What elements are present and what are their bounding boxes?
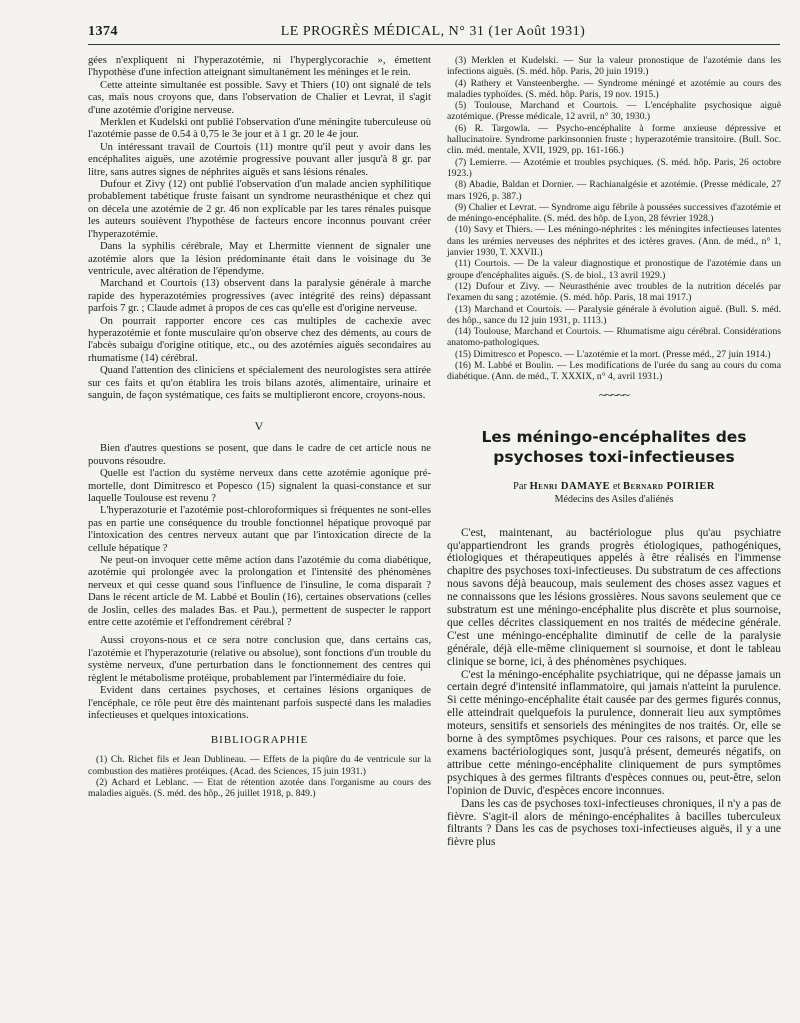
bibliography-entry: (3) Merklen et Kudelski. — Sur la valeur pronostique de l'azotémie dans les infections aiguës. (S. méd. hôp. Paris, 20 juin 1919.) (447, 55, 781, 78)
paragraph: C'est, maintenant, au bactériologue plus qu'au psychiatre qu'appartiendront les grands progrès étiologiques, pathogéniques, étiologiques et thérapeutiques appelés à être réalisés en l'immense chapitre des psychoses toxi-infectieuses. Du substratum de ces affections nous savons déjà beaucoup, mais seulement des choses assez vagues et ne connaissons que les lésions grossières. Nous savons seulement que ce substratum est une méningo-encéphalite plus discrète et plus sournoise, que celles décrites classiquement en nos traités de médecine générale. C'est une méningo-encéphalite diminutif de celle de la paralysie générale, déjà elle-même cliniquement si sournoise, et dont le tableau clinique se borne, ici, à des phénomènes psychiques. (447, 526, 781, 668)
journal-title: LE PROGRÈS MÉDICAL, N° 31 (1er Août 1931) (280, 24, 586, 39)
paragraph: Aussi croyons-nous et ce sera notre conclusion que, dans certains cas, l'azotémie et l'hyperazoturie (relative ou absolue), sont fonctions d'un trouble du système nerveux, d'une perturbation dans le fonctionnement des centres qui règlent le métabolisme protéique, probablement par l'intermédiaire du foie. (88, 635, 431, 684)
bibliography-entry: (1) Ch. Richet fils et Jean Dublineau. — Effets de la piqûre du 4e ventricule sur la combustion des matières protéiques. (Acad. des Sciences, 15 juin 1931.) (88, 754, 431, 777)
byline-prefix: Par (512, 480, 527, 492)
paragraph: Ne peut-on invoquer cette même action dans l'azotémie du coma diabétique, azotémie qui prolongée avec la prolongation et l'intensité des phénomènes nerveux et qui cesse quand sous l'influence de l'insuline, le coma disparaît ? Dans le récent article de M. Labbé et Boulin (16), certaines observations (celles de Joslin, celles des malades Bas. et Pau.), permettent de suspecter le rapport entre cette azotémie et l'effondrement cérébral ? (88, 555, 431, 629)
paragraph: Evident dans certaines psychoses, et certaines lésions organiques de l'encéphale, ce rôle peut être dès maintenant parfois suspecté dans les maladies infectieuses et quelques intoxications. (88, 685, 431, 721)
page-number: 1374 (88, 24, 118, 39)
section-numeral: V (254, 419, 265, 434)
paragraph: On pourrait rapporter encore ces cas multiples de cachexie avec hyperazotémie et fonte musculaire qu'on observe chez des déments, au cours de l'abcès subaigu d'origine otitique, etc., ou des azotémies aiguës secondaires au rhumatisme (14) cérébral. (88, 315, 431, 364)
bibliography-heading: BIBLIOGRAPHIE (210, 734, 309, 747)
paragraph: Quand l'attention des cliniciens et spécialement des neurologistes sera attirée sur ces faits et qu'on établira les trois bilans azotés, alimentaire, urinaire et sanguin, de façon systématique, ces faits se multiplieront encore, croyons-nous. (88, 365, 431, 401)
bibliography-entry: (6) R. Targowla. — Psycho-encéphalite à forme anxieuse dépressive et hallucinatoire. Syndrome parkinsonnien fruste ; hyperazotémie transitoire. (Bull. Soc. clin. méd. mentale, XVII, 1929, pp. 161-166.) (447, 122, 781, 157)
author-name: Henri DAMAYE (529, 480, 611, 492)
paragraph: C'est la méningo-encéphalite psychiatrique, qui ne dépasse jamais un certain degré d'intensité inflammatoire, qui jamais n'atteint la purulence. Si cette méningo-encéphalite était causée par des germes figurés connus, elle atteindrait quelquefois la purulence, donnerait lieu aux symptômes moteurs, sensitifs et sensoriels des méningites de nos traités. Or, elle se borne à des symptômes psychiques. Pour ces raisons, et parce que les examens bactériologiques sont, jusqu'à présent, demeurés négatifs, on attribue cette méningo-encéphalite cliniquement de purs symptômes psychiques à des germes filtrants d'espèces connues ou, peut-être, selon l'opinion de Duvic, d'espèces encore inconnues. (447, 668, 781, 797)
bibliography-entry: (15) Dimitresco et Popesco. — L'azotémie et la mort. (Presse méd., 27 juin 1914.) (455, 348, 771, 360)
paragraph: L'hyperazoturie et l'azotémie post-chloroformiques si fréquentes ne sont-elles pas en partie une conséquence du trouble fonctionnel hépatique provoqué par l'intoxication des centres nerveux autant que par l'intoxication directe de la cellule hépatique ? (88, 505, 431, 554)
byline (447, 481, 781, 492)
bibliography-entry: (9) Chalier et Levrat. — Syndrome aigu fébrile à poussées successives d'azotémie et de méningo-encéphalite. (S. méd. des hôp. de Lyon, 28 février 1928.) (447, 201, 781, 225)
paragraph: Merklen et Kudelski ont publié l'observation d'une méningite tuberculeuse où l'azotémie passe de 0.54 à 0,75 le 3e jour et à 1 gr. 20 le 4e jour. (88, 117, 431, 141)
paragraph: Un intéressant travail de Courtois (11) montre qu'il peut y avoir dans les encéphalites aiguës, une azotémie progressive pouvant aller jusqu'à 8 gr. par litre, sans autres signes de néphrites aiguës et sans lésions rénales. (88, 141, 431, 178)
byline-conjunction: et (612, 480, 621, 492)
paragraph: Bien d'autres questions se posent, que dans le cadre de cet article nous ne pouvons résoudre. (88, 443, 431, 467)
paragraph: Dufour et Zivy (12) ont publié l'observation d'un malade ancien syphilitique probablement tabétique fruste faisant un syndrome neurasthénique et chez qui on décela une azotémie de 2 gr. 46 non explicable par les tares rénales puisque les auteurs souièvent l'hypothèse de facteurs encore inconnus pouvant créer l'hyperazotémie. (88, 179, 431, 240)
bibliography-entry: (13) Marchand et Courtois. — Paralysie générale à évolution aiguë. (Bull. S. méd. des hôp., sance du 12 juin 1931, p. 1113.) (447, 303, 781, 326)
bibliography-entry: (8) Abadie, Baldan et Dornier. — Rachianalgésie et azotémie. (Presse médicale, 27 mars 1926, p. 387.) (447, 179, 781, 202)
article-title: Les méningo-encéphalites des psychoses toxi-infectieuses (481, 427, 747, 466)
bibliography-list (88, 754, 431, 799)
bibliography-list-continued (447, 55, 781, 383)
header-rule (88, 44, 780, 45)
paragraph: Cette atteinte simultanée est possible. Savy et Thiers (10) ont signalé de tels cas, mais nous croyons que, dans l'observation de Chalier et Levrat, il s'agit d'une azotémie d'origine nerveuse. (88, 79, 431, 116)
right-column (447, 55, 781, 1015)
paragraph: Dans la syphilis cérébrale, May et Lhermitte viennent de signaler une azotémie alors que la lésion prédominante était dans le voisinage du 3e ventricule, avec altération de l'épendyme. (88, 241, 431, 277)
running-head (88, 22, 778, 42)
paragraph: gées n'expliquent ni l'hyperazotémie, ni l'hyperglycorachie », émettent l'hypothèse d'une infection atteignant simultanément les méninges et le rein. (88, 55, 431, 79)
author-name: Bernard POIRIER (623, 480, 716, 492)
bibliography-entry: (10) Savy et Thiers. — Les méningo-néphrites : les méningites infectieuses latentes dans les urémies nerveuses des néphrites et des ictères graves. (Ann. de méd., n° 1, janvier 1930, T. XXVII.) (447, 224, 781, 259)
bibliography-entry: (16) M. Labbé et Boulin. — Les modifications de l'urée du sang au cours du coma diabétique. (Ann. de méd., T. XXXIX, n° 4, avril 1931.) (447, 360, 781, 383)
bibliography-entry: (11) Courtois. — De la valeur diagnostique et pronostique de l'azotémie dans un groupe d'encéphalites aiguës. (S. de biol., 13 avril 1929.) (447, 258, 781, 281)
article-body (447, 527, 781, 850)
bibliography-entry: (5) Toulouse, Marchand et Courtois. — L'encéphalite psychosique aiguë azotémique. (Presse médicale, 12 avril, n° 30, 1930.) (447, 100, 781, 123)
bibliography-entry: (2) Achard et Leblanc. — Etat de rétention azotée dans l'organisme au cours des maladies aiguës. (S. méd. des hôp., 26 juillet 1918, p. 849.) (88, 776, 431, 800)
paragraph: Marchand et Courtois (13) observent dans la paralysie générale à marche rapide des hyperazotémies progressives (avec intégrité des reins) dépassant parfois 7 gr. ; Claude admet à propos de ces cas qu'elle est d'origine nerveuse. (88, 278, 431, 315)
bibliography-entry: (7) Lemierre. — Azotémie et troubles psychiques. (S. méd. hôp. Paris, 26 octobre 1923.) (447, 156, 781, 179)
bibliography-entry: (12) Dufour et Zivy. — Neurasthénie avec troubles de la nutrition décelés par l'examen du sang ; azotémie. (S. méd. hôp. Paris, 18 mai 1917.) (447, 280, 781, 304)
paragraph: Dans les cas de psychoses toxi-infectieuses chroniques, il n'y a pas de fièvre. S'agit-il alors de méningo-encéphalites à bacilles tuberculeux filtrants ? Dans les cas de psychoses toxi-infectieuses aiguës, il y a une fièvre plus (447, 797, 781, 849)
paragraph: Quelle est l'action du système nerveux dans cette azotémie agonique pré-mortelle, dont Dimitresco et Popesco (15) signalent la quasi-constance et sur laquelle Toulouse est revenu ? (88, 468, 431, 504)
author-affiliation: Médecins des Asiles d'aliénés (554, 493, 674, 505)
bibliography-entry: (14) Toulouse, Marchand et Courtois. — Rhumatisme aigu cérébral. Considérations anatomo-pathologiques. (447, 326, 781, 349)
ornament-divider: ~~~~~ (598, 386, 630, 402)
left-column (88, 55, 431, 1015)
bibliography-entry: (4) Rathery et Vansteenberghe. — Syndrome méningé et azotémie au cours des maladies typhoïdes. (S. méd. hôp. Paris, 19 nov. 1915.) (447, 77, 781, 100)
